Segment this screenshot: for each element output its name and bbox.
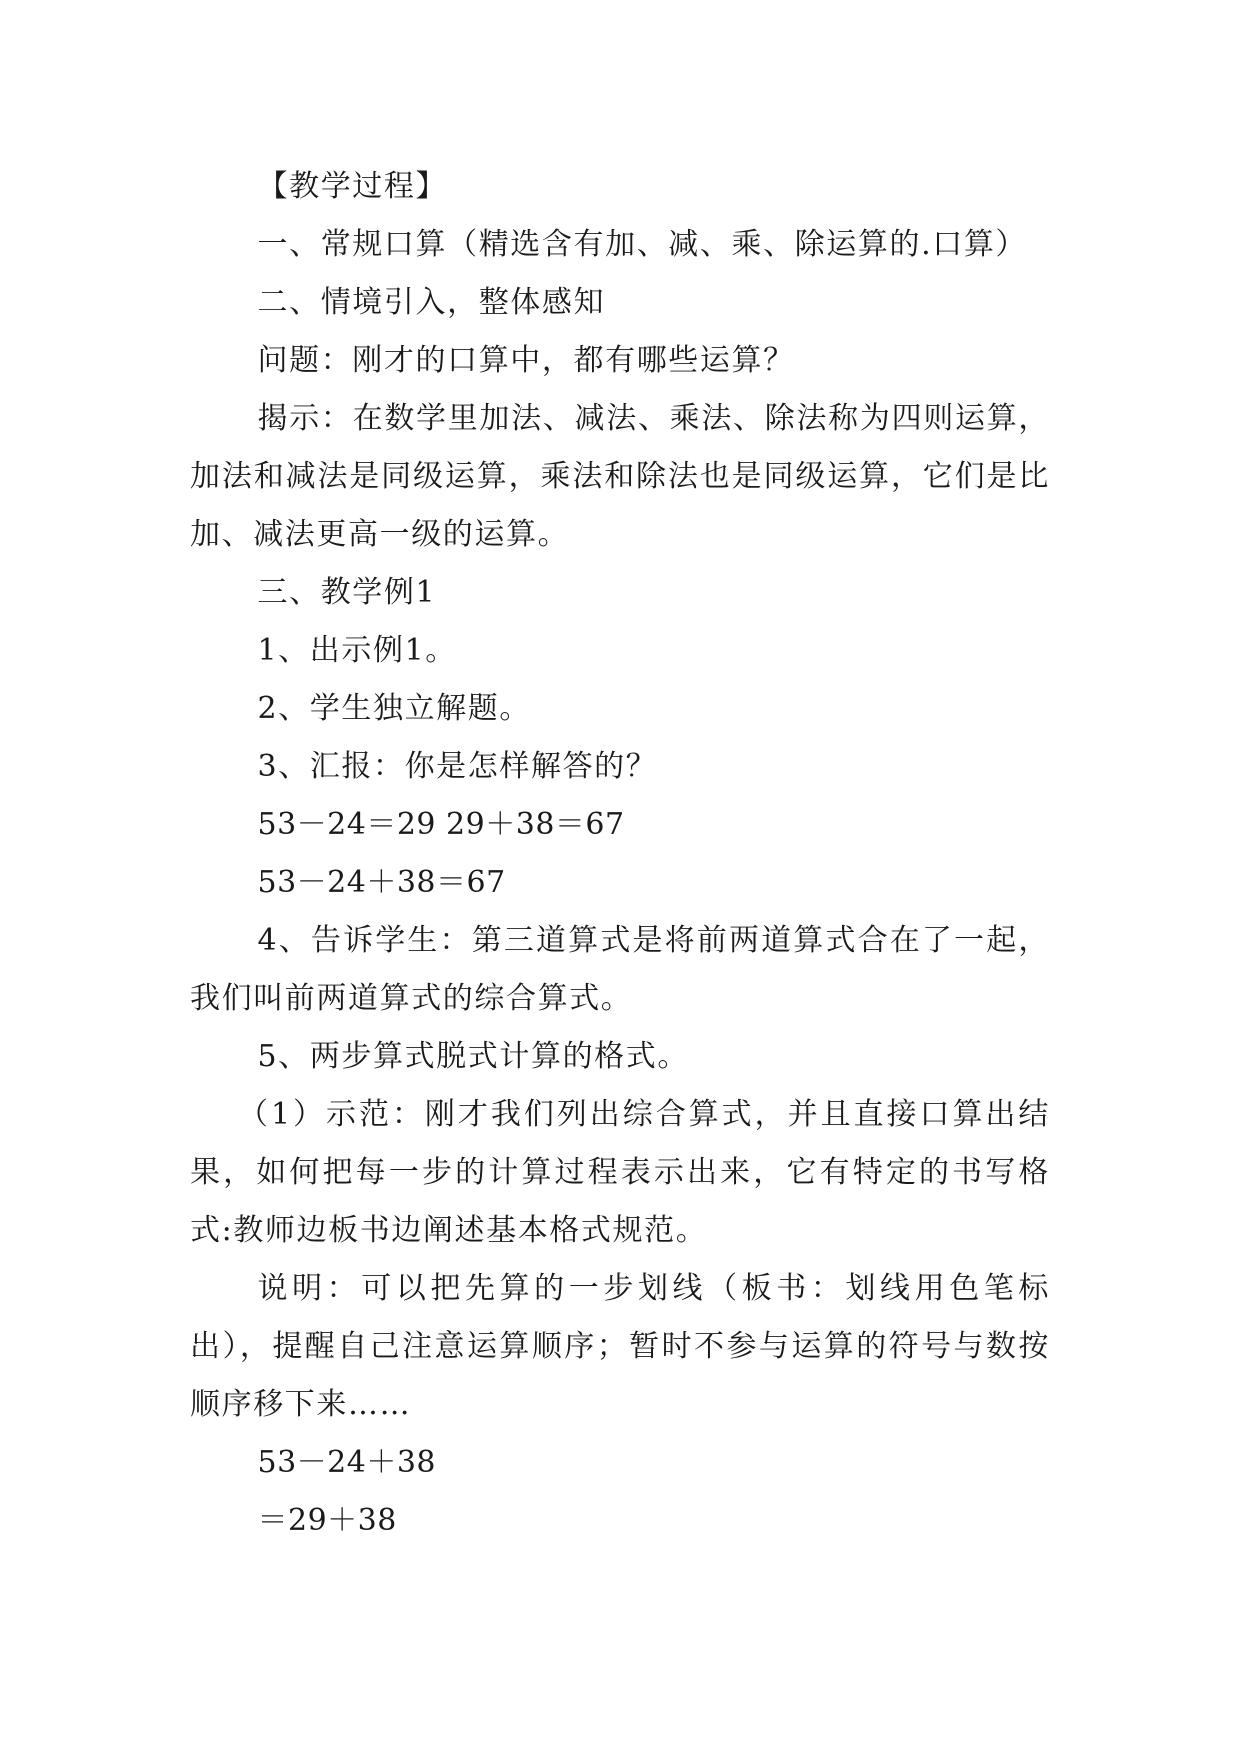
section-heading-teaching-process: 【教学过程】: [257, 169, 448, 204]
section-example-1: 三、教学例1: [257, 575, 437, 610]
demonstration-paragraph: （1）示范：刚才我们列出综合算式，并且直接口算出结果，如何把每一步的计算过程表示出来，它有特定的书写格式:教师边板书边阐述基本格式规范。: [190, 1097, 1050, 1248]
formula-combined: 53－24＋38＝67: [257, 865, 506, 900]
section-oral-calculation: 一、常规口算（精选含有加、减、乘、除运算的.口算）: [257, 227, 1028, 262]
section-situation-intro: 二、情境引入，整体感知: [257, 285, 606, 320]
formula-line-1: 53－24＋38: [257, 1445, 437, 1480]
step-3: 3、汇报：你是怎样解答的？: [257, 749, 658, 784]
reveal-paragraph: 揭示：在数学里加法、减法、乘法、除法称为四则运算，加法和减法是同级运算，乘法和除法也是同级运算，它们是比加、减法更高一级的运算。: [190, 401, 1050, 552]
document-body: [190, 158, 1050, 1550]
step-1: 1、出示例1。: [257, 633, 457, 668]
step-5: 5、两步算式脱式计算的格式。: [257, 1039, 689, 1074]
formula-line-2: ＝29＋38: [257, 1503, 397, 1538]
step-2: 2、学生独立解题。: [257, 691, 531, 726]
question-paragraph: 问题：刚才的口算中，都有哪些运算？: [257, 343, 795, 378]
explanation-paragraph: 说明：可以把先算的一步划线（板书：划线用色笔标出），提醒自己注意运算顺序；暂时不参与运算的符号与数按顺序移下来……: [190, 1271, 1050, 1422]
formula-two-steps: 53－24＝29 29＋38＝67: [257, 807, 625, 842]
step-4: 4、告诉学生：第三道算式是将前两道算式合在了一起，我们叫前两道算式的综合算式。: [190, 923, 1050, 1016]
